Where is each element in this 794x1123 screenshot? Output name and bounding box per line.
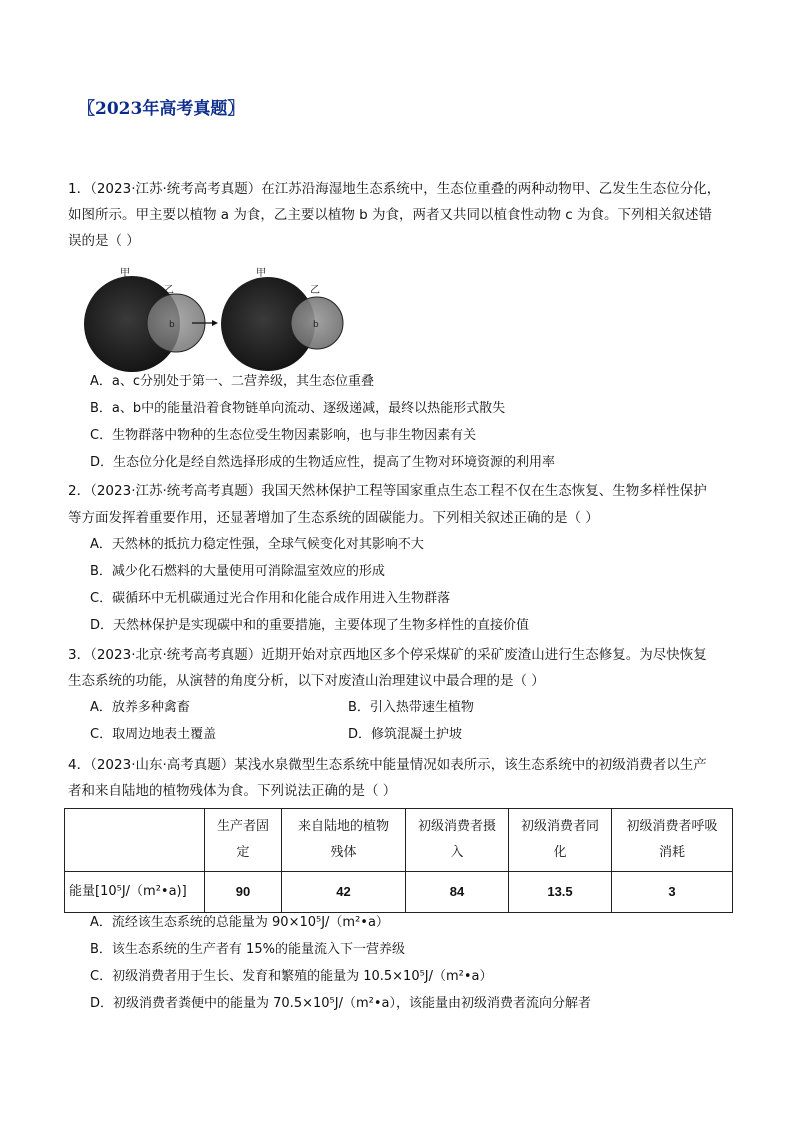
q2-option-a: A．天然林的抵抗力稳定性强，全球气候变化对其影响不大: [90, 537, 424, 552]
q1-line-3: 误的是（ ）: [68, 233, 140, 249]
q4-option-c: C．初级消费者用于生长、发育和繁殖的能量为 10.5×10⁵J/（m²•a）: [90, 969, 493, 984]
label-yi-right: 乙: [310, 285, 320, 296]
label-b-left: b: [169, 320, 175, 330]
q1-option-d: D．生态位分化是经自然选择形成的生物适应性，提高了生物对环境资源的利用率: [90, 455, 556, 470]
label-b-right: b: [313, 320, 319, 330]
q1-option-b: B．a、b中的能量沿着食物链单向流动、逐级递减，最终以热能形式散失: [90, 401, 506, 416]
value-primary-respiration: 3: [612, 872, 733, 913]
header-producer-fixed-line1: 生产者固: [216, 819, 269, 834]
header-primary-assimilation-line1: 初级消费者同: [520, 819, 599, 834]
row-label-energy: 能量[10⁵J/（m²•a)]: [65, 872, 205, 913]
header-primary-intake: [406, 809, 509, 872]
header-primary-respiration-line2: 消耗: [658, 845, 685, 860]
header-primary-intake-line1: 初级消费者摄: [417, 819, 496, 834]
label-yi-left: 乙: [164, 285, 174, 296]
q2-line-1: 2．（2023·江苏·统考高考真题）我国天然林保护工程等国家重点生态工程不仅在生态恢复、生物多样性保护: [68, 483, 707, 499]
q2-option-d: D．天然林保护是实现碳中和的重要措施，主要体现了生物多样性的直接价值: [90, 618, 530, 633]
q4-line-2: 者和来自陆地的植物残体为食。下列说法正确的是（ ）: [68, 783, 397, 799]
value-primary-intake: 84: [406, 872, 509, 913]
value-producer-fixed: 90: [205, 872, 282, 913]
header-producer-fixed-line2: 定: [236, 845, 250, 860]
table-corner-cell: [65, 809, 205, 872]
q1-option-c: C．生物群落中物种的生态位受生物因素影响，也与非生物因素有关: [90, 428, 477, 443]
niche-differentiation-figure: [80, 264, 360, 374]
q4-line-1: 4．（2023·山东·高考真题）某浅水泉微型生态系统中能量情况如表所示，该生态系统中的初级消费者以生产: [68, 757, 707, 773]
q3-option-d: D．修筑混凝土护坡: [348, 727, 463, 742]
q3-line-1: 3．（2023·北京·统考高考真题）近期开始对京西地区多个停采煤矿的采矿废渣山进行生态修复。为尽快恢复: [68, 647, 707, 663]
q1-line-2: 如图所示。甲主要以植物 a 为食，乙主要以植物 b 为食，两者又共同以植食性动物 c 为食。下列相关叙述错: [68, 207, 713, 223]
header-primary-intake-line2: 入: [450, 845, 464, 860]
q4-option-b: B．该生态系统的生产者有 15%的能量流入下一营养级: [90, 942, 405, 957]
value-primary-assimilation: 13.5: [509, 872, 612, 913]
q2-line-2: 等方面发挥着重要作用，还显著增加了生态系统的固碳能力。下列相关叙述正确的是（ ）: [68, 510, 599, 526]
header-land-plant-residue: [282, 809, 406, 872]
header-producer-fixed: [205, 809, 282, 872]
table-row: [65, 872, 733, 913]
q3-option-a: A．放养多种禽畜: [90, 700, 190, 715]
header-primary-assimilation-line2: 化: [553, 845, 567, 860]
header-primary-respiration: [612, 809, 733, 872]
q2-option-b: B．减少化石燃料的大量使用可消除温室效应的形成: [90, 564, 385, 579]
q2-option-c: C．碳循环中无机碳通过光合作用和化能合成作用进入生物群落: [90, 591, 451, 606]
label-jia-right: 甲: [256, 268, 266, 279]
q1-line-1: 1．（2023·江苏·统考高考真题）在江苏沿海湿地生态系统中，生态位重叠的两种动物甲、乙发生生态位分化，: [68, 181, 721, 197]
q3-option-c: C．取周边地表土覆盖: [90, 727, 217, 742]
arrow-head: [212, 320, 218, 326]
q4-option-a: A．流经该生态系统的总能量为 90×10⁵J/（m²•a）: [90, 915, 389, 930]
header-primary-respiration-line1: 初级消费者呼吸: [626, 819, 718, 834]
header-land-plant-residue-line1: 来自陆地的植物: [297, 819, 389, 834]
q3-line-2: 生态系统的功能，从演替的角度分析，以下对废渣山治理建议中最合理的是（ ）: [68, 673, 545, 689]
energy-table: [64, 808, 733, 913]
value-land-plant-residue: 42: [282, 872, 406, 913]
q4-option-d: D．初级消费者粪便中的能量为 70.5×10⁵J/（m²•a），该能量由初级消费者流向分解者: [90, 996, 591, 1011]
section-title: 〖2023年高考真题〗: [78, 99, 245, 119]
header-land-plant-residue-line2: 残体: [330, 845, 357, 860]
q1-option-a: A．a、c分别处于第一、二营养级，其生态位重叠: [90, 374, 375, 389]
table-header-row: [65, 809, 733, 872]
q3-option-b: B．引入热带速生植物: [348, 700, 474, 715]
header-primary-assimilation: [509, 809, 612, 872]
label-jia-left: 甲: [120, 268, 130, 279]
